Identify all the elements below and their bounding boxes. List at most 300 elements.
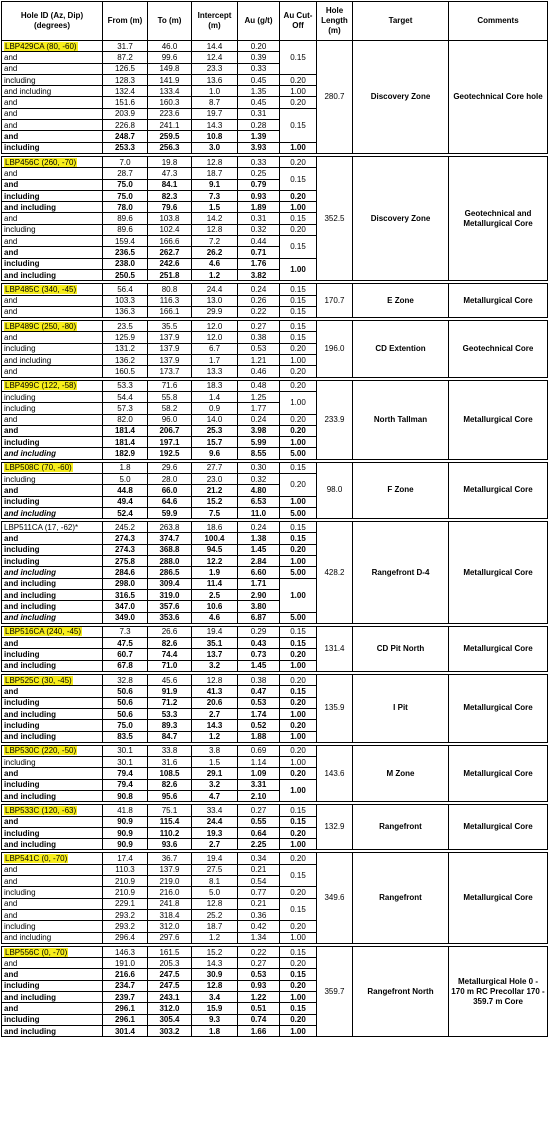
to-cell: 242.6 [148, 258, 192, 269]
hole-id: LBP530C (220, -50) [5, 746, 77, 756]
comments-cell: Metallurgical Core [449, 380, 548, 459]
from-cell: 301.4 [103, 1025, 148, 1036]
from-cell: 250.5 [103, 269, 148, 280]
intercept-cell: 2.5 [192, 589, 238, 600]
cutoff-cell: 0.15 [280, 638, 317, 649]
hole-id: LBP556C (0, -70) [5, 947, 68, 957]
intercept-cell: 1.0 [192, 86, 238, 97]
cutoff-cell: 0.15 [280, 321, 317, 332]
from-cell: 44.8 [103, 485, 148, 496]
to-cell: 305.4 [148, 1014, 192, 1025]
to-cell: 243.1 [148, 992, 192, 1003]
au-cell: 2.84 [238, 556, 280, 567]
intercept-cell: 12.4 [192, 52, 238, 63]
interval-label-cell: and including [2, 708, 103, 719]
from-cell: 245.2 [103, 522, 148, 533]
hole-id-cell [2, 946, 103, 957]
intercept-cell: 29.1 [192, 768, 238, 779]
cutoff-cell: 0.20 [280, 190, 317, 201]
interval-label-cell: including [2, 720, 103, 731]
cutoff-cell: 0.15 [280, 108, 317, 142]
from-cell: 103.3 [103, 295, 148, 306]
from-cell: 52.4 [103, 507, 148, 518]
interval-label-cell: and [2, 425, 103, 436]
intercept-cell: 14.3 [192, 120, 238, 131]
hole-length-cell: 135.9 [317, 675, 353, 743]
to-cell: 263.8 [148, 522, 192, 533]
from-cell: 56.4 [103, 284, 148, 295]
from-cell: 31.7 [103, 41, 148, 52]
interval-label-cell: including [2, 887, 103, 898]
to-cell: 47.3 [148, 168, 192, 179]
hole-length-cell: 98.0 [317, 462, 353, 518]
to-cell: 82.6 [148, 638, 192, 649]
interval-label-cell: including [2, 224, 103, 235]
comments-cell: Geotechnical and Metallurgical Core [449, 156, 548, 280]
intercept-cell: 14.2 [192, 213, 238, 224]
intercept-cell: 3.2 [192, 660, 238, 671]
cutoff-cell: 0.15 [280, 864, 317, 887]
to-cell: 318.4 [148, 909, 192, 920]
from-cell: 90.9 [103, 839, 148, 850]
hole-id: LBP489C (250, -80) [5, 321, 77, 331]
from-cell: 41.8 [103, 805, 148, 816]
to-cell: 36.7 [148, 853, 192, 864]
hole-length-cell: 428.2 [317, 522, 353, 624]
interval-label-cell: and [2, 864, 103, 875]
au-cell: 0.31 [238, 213, 280, 224]
from-cell: 126.5 [103, 63, 148, 74]
cutoff-cell: 1.00 [280, 355, 317, 366]
interval-label-cell: including [2, 827, 103, 838]
interval-label-cell: and including [2, 507, 103, 518]
to-cell: 84.7 [148, 731, 192, 742]
hole-length-cell: 359.7 [317, 946, 353, 1036]
from-cell: 128.3 [103, 74, 148, 85]
interval-label-cell: including [2, 403, 103, 414]
from-cell: 236.5 [103, 247, 148, 258]
au-cell: 0.38 [238, 675, 280, 686]
interval-label-cell: including [2, 74, 103, 85]
hole-length-cell: 280.7 [317, 41, 353, 154]
au-cell: 0.33 [238, 63, 280, 74]
intercept-cell: 3.4 [192, 992, 238, 1003]
interval-label-cell: and including [2, 589, 103, 600]
to-cell: 79.6 [148, 202, 192, 213]
table-row [2, 41, 548, 52]
hole-id: LBP429CA (80, -60) [5, 41, 77, 51]
from-cell: 28.7 [103, 168, 148, 179]
interval-label-cell: and including [2, 932, 103, 943]
to-cell: 116.3 [148, 295, 192, 306]
intercept-cell: 3.8 [192, 745, 238, 756]
from-cell: 54.4 [103, 391, 148, 402]
to-cell: 84.1 [148, 179, 192, 190]
from-cell: 284.6 [103, 567, 148, 578]
au-cell: 1.34 [238, 932, 280, 943]
intercept-cell: 7.5 [192, 507, 238, 518]
au-cell: 2.25 [238, 839, 280, 850]
header-target: Target [353, 2, 449, 41]
au-cell: 1.77 [238, 403, 280, 414]
to-cell: 149.8 [148, 63, 192, 74]
interval-label-cell: including [2, 980, 103, 991]
from-cell: 160.5 [103, 366, 148, 377]
to-cell: 33.8 [148, 745, 192, 756]
au-cell: 0.46 [238, 366, 280, 377]
to-cell: 96.0 [148, 414, 192, 425]
interval-label-cell: and [2, 247, 103, 258]
intercept-cell: 1.2 [192, 269, 238, 280]
interval-label-cell: and including [2, 269, 103, 280]
interval-label-cell: including [2, 343, 103, 354]
from-cell: 253.3 [103, 142, 148, 153]
interval-label-cell: and [2, 686, 103, 697]
au-cell: 1.71 [238, 578, 280, 589]
au-cell: 0.22 [238, 946, 280, 957]
hole-id: LBP516CA (240, -45) [5, 627, 82, 637]
cutoff-cell: 5.00 [280, 612, 317, 623]
to-cell: 95.6 [148, 791, 192, 802]
from-cell: 274.3 [103, 544, 148, 555]
from-cell: 7.0 [103, 156, 148, 167]
cutoff-cell: 0.20 [280, 958, 317, 969]
intercept-cell: 4.6 [192, 612, 238, 623]
comments-cell: Metallurgical Core [449, 853, 548, 943]
hole-id-cell [2, 805, 103, 816]
intercept-cell: 30.9 [192, 969, 238, 980]
interval-label-cell: and including [2, 839, 103, 850]
au-cell: 1.74 [238, 708, 280, 719]
au-cell: 0.52 [238, 720, 280, 731]
intercept-cell: 4.7 [192, 791, 238, 802]
au-cell: 6.53 [238, 496, 280, 507]
interval-label-cell: and including [2, 731, 103, 742]
table-row [2, 156, 548, 167]
hole-id: LBP499C (122, -58) [5, 381, 77, 391]
from-cell: 298.0 [103, 578, 148, 589]
to-cell: 205.3 [148, 958, 192, 969]
to-cell: 223.6 [148, 108, 192, 119]
table-row [2, 745, 548, 756]
au-cell: 0.43 [238, 638, 280, 649]
interval-label-cell: and including [2, 86, 103, 97]
interval-label-cell: and [2, 168, 103, 179]
to-cell: 297.6 [148, 932, 192, 943]
au-cell: 0.28 [238, 120, 280, 131]
interval-label-cell: and including [2, 1025, 103, 1036]
cutoff-cell: 0.20 [280, 473, 317, 496]
target-cell: Rangefront North [353, 946, 449, 1036]
header-hole-length: Hole Length (m) [317, 2, 353, 41]
cutoff-cell: 5.00 [280, 448, 317, 459]
cutoff-cell: 0.20 [280, 1014, 317, 1025]
table-row [2, 321, 548, 332]
cutoff-cell: 0.20 [280, 544, 317, 555]
interval-label-cell: and [2, 533, 103, 544]
interval-label-cell: and [2, 414, 103, 425]
intercept-cell: 12.2 [192, 556, 238, 567]
hole-length-cell: 143.6 [317, 745, 353, 801]
au-cell: 0.54 [238, 876, 280, 887]
to-cell: 319.0 [148, 589, 192, 600]
cutoff-cell: 0.15 [280, 946, 317, 957]
au-cell: 0.30 [238, 462, 280, 473]
interval-label-cell: including [2, 190, 103, 201]
to-cell: 93.6 [148, 839, 192, 850]
cutoff-cell: 0.20 [280, 649, 317, 660]
au-cell: 0.22 [238, 306, 280, 317]
au-cell: 0.24 [238, 284, 280, 295]
intercept-cell: 7.3 [192, 190, 238, 201]
from-cell: 7.3 [103, 626, 148, 637]
cutoff-cell: 0.15 [280, 686, 317, 697]
to-cell: 66.0 [148, 485, 192, 496]
from-cell: 57.3 [103, 403, 148, 414]
to-cell: 206.7 [148, 425, 192, 436]
intercept-cell: 9.3 [192, 1014, 238, 1025]
to-cell: 309.4 [148, 578, 192, 589]
comments-cell: Metallurgical Core [449, 462, 548, 518]
au-cell: 0.27 [238, 805, 280, 816]
cutoff-cell: 0.20 [280, 697, 317, 708]
cutoff-cell: 0.20 [280, 425, 317, 436]
to-cell: 80.8 [148, 284, 192, 295]
cutoff-cell: 0.20 [280, 853, 317, 864]
intercept-cell: 94.5 [192, 544, 238, 555]
interval-label-cell: and [2, 969, 103, 980]
intercept-cell: 23.0 [192, 473, 238, 484]
intercept-cell: 6.7 [192, 343, 238, 354]
cutoff-cell: 0.15 [280, 816, 317, 827]
from-cell: 226.8 [103, 120, 148, 131]
intercept-cell: 10.8 [192, 131, 238, 142]
cutoff-cell: 1.00 [280, 779, 317, 802]
hole-id-cell [2, 321, 103, 332]
au-cell: 0.21 [238, 864, 280, 875]
hole-length-cell: 131.4 [317, 626, 353, 671]
intercept-cell: 10.6 [192, 601, 238, 612]
to-cell: 71.6 [148, 380, 192, 391]
intercept-cell: 18.6 [192, 522, 238, 533]
au-cell: 0.38 [238, 332, 280, 343]
au-cell: 1.76 [238, 258, 280, 269]
interval-label-cell: and [2, 332, 103, 343]
header-cutoff: Au Cut-Off [280, 2, 317, 41]
intercept-cell: 19.4 [192, 853, 238, 864]
cutoff-cell: 1.00 [280, 86, 317, 97]
to-cell: 137.9 [148, 332, 192, 343]
intercept-cell: 11.4 [192, 578, 238, 589]
to-cell: 45.6 [148, 675, 192, 686]
cutoff-cell: 0.15 [280, 462, 317, 473]
au-cell: 6.87 [238, 612, 280, 623]
from-cell: 75.0 [103, 720, 148, 731]
interval-label-cell: and [2, 295, 103, 306]
au-cell: 1.22 [238, 992, 280, 1003]
au-cell: 0.26 [238, 295, 280, 306]
to-cell: 103.8 [148, 213, 192, 224]
hole-id-cell [2, 462, 103, 473]
from-cell: 50.6 [103, 708, 148, 719]
interval-label-cell: including [2, 391, 103, 402]
hole-id: LBP508C (70, -60) [5, 463, 72, 473]
interval-label-cell: including [2, 697, 103, 708]
intercept-cell: 13.3 [192, 366, 238, 377]
interval-label-cell: and [2, 366, 103, 377]
cutoff-cell: 0.20 [280, 366, 317, 377]
from-cell: 49.4 [103, 496, 148, 507]
from-cell: 89.6 [103, 213, 148, 224]
intercept-cell: 9.1 [192, 179, 238, 190]
table-body [2, 41, 548, 1037]
interval-label-cell: and [2, 638, 103, 649]
from-cell: 210.9 [103, 887, 148, 898]
interval-label-cell: including [2, 649, 103, 660]
cutoff-cell: 0.15 [280, 295, 317, 306]
intercept-cell: 27.5 [192, 864, 238, 875]
cutoff-cell: 0.15 [280, 1003, 317, 1014]
intercept-cell: 1.5 [192, 757, 238, 768]
interval-label-cell: and [2, 958, 103, 969]
to-cell: 259.5 [148, 131, 192, 142]
hole-id-cell [2, 522, 103, 533]
header-row [2, 2, 548, 41]
intercept-cell: 14.4 [192, 41, 238, 52]
intercept-cell: 14.0 [192, 414, 238, 425]
from-cell: 203.9 [103, 108, 148, 119]
target-cell: CD Pit North [353, 626, 449, 671]
table-row [2, 522, 548, 533]
interval-label-cell: and [2, 97, 103, 108]
comments-cell: Metallurgical Core [449, 522, 548, 624]
au-cell: 2.90 [238, 589, 280, 600]
au-cell: 0.44 [238, 236, 280, 247]
to-cell: 357.6 [148, 601, 192, 612]
hole-id-cell [2, 675, 103, 686]
cutoff-cell: 1.00 [280, 202, 317, 213]
to-cell: 137.9 [148, 343, 192, 354]
au-cell: 0.51 [238, 1003, 280, 1014]
au-cell: 0.42 [238, 921, 280, 932]
to-cell: 160.3 [148, 97, 192, 108]
intercept-cell: 4.6 [192, 258, 238, 269]
cutoff-cell: 0.15 [280, 969, 317, 980]
from-cell: 293.2 [103, 921, 148, 932]
interval-label-cell: and [2, 898, 103, 909]
interval-label-cell: and [2, 213, 103, 224]
from-cell: 216.6 [103, 969, 148, 980]
header-from: From (m) [103, 2, 148, 41]
au-cell: 0.69 [238, 745, 280, 756]
to-cell: 91.9 [148, 686, 192, 697]
comments-cell: Metallurgical Core [449, 805, 548, 850]
au-cell: 3.31 [238, 779, 280, 790]
from-cell: 125.9 [103, 332, 148, 343]
interval-label-cell: including [2, 473, 103, 484]
au-cell: 5.99 [238, 437, 280, 448]
cutoff-cell: 1.00 [280, 932, 317, 943]
to-cell: 166.1 [148, 306, 192, 317]
target-cell: Discovery Zone [353, 41, 449, 154]
intercept-cell: 18.7 [192, 921, 238, 932]
from-cell: 239.7 [103, 992, 148, 1003]
header-comments: Comments [449, 2, 548, 41]
comments-cell: Geotechnical Core hole [449, 41, 548, 154]
cutoff-cell: 0.15 [280, 284, 317, 295]
to-cell: 288.0 [148, 556, 192, 567]
from-cell: 53.3 [103, 380, 148, 391]
from-cell: 293.2 [103, 909, 148, 920]
cutoff-cell: 0.15 [280, 168, 317, 191]
interval-label-cell: including [2, 1014, 103, 1025]
to-cell: 197.1 [148, 437, 192, 448]
cutoff-cell: 1.00 [280, 839, 317, 850]
to-cell: 28.0 [148, 473, 192, 484]
cutoff-cell: 1.00 [280, 578, 317, 612]
au-cell: 0.32 [238, 473, 280, 484]
from-cell: 75.0 [103, 190, 148, 201]
intercept-cell: 3.0 [192, 142, 238, 153]
hole-id-cell [2, 156, 103, 167]
au-cell: 1.89 [238, 202, 280, 213]
comments-cell: Metallurgical Core [449, 284, 548, 318]
from-cell: 90.8 [103, 791, 148, 802]
intercept-cell: 18.7 [192, 168, 238, 179]
hole-id: LBP485C (340, -45) [5, 284, 77, 294]
to-cell: 82.6 [148, 779, 192, 790]
cutoff-cell: 0.20 [280, 887, 317, 898]
au-cell: 0.31 [238, 108, 280, 119]
hole-length-cell: 233.9 [317, 380, 353, 459]
from-cell: 316.5 [103, 589, 148, 600]
intercept-cell: 33.4 [192, 805, 238, 816]
cutoff-cell: 0.15 [280, 522, 317, 533]
target-cell: F Zone [353, 462, 449, 518]
from-cell: 274.3 [103, 533, 148, 544]
au-cell: 0.21 [238, 898, 280, 909]
to-cell: 110.2 [148, 827, 192, 838]
from-cell: 181.4 [103, 425, 148, 436]
au-cell: 0.27 [238, 321, 280, 332]
from-cell: 50.6 [103, 686, 148, 697]
to-cell: 141.9 [148, 74, 192, 85]
au-cell: 0.25 [238, 168, 280, 179]
interval-label-cell: and including [2, 202, 103, 213]
comments-cell: Metallurgical Core [449, 745, 548, 801]
cutoff-cell: 0.20 [280, 414, 317, 425]
from-cell: 87.2 [103, 52, 148, 63]
au-cell: 0.93 [238, 190, 280, 201]
to-cell: 303.2 [148, 1025, 192, 1036]
intercept-cell: 13.7 [192, 649, 238, 660]
intercept-cell: 24.4 [192, 816, 238, 827]
interval-label-cell: and [2, 485, 103, 496]
intercept-cell: 7.2 [192, 236, 238, 247]
interval-label-cell: and including [2, 791, 103, 802]
intercept-cell: 14.3 [192, 958, 238, 969]
hole-id-cell [2, 380, 103, 391]
to-cell: 102.4 [148, 224, 192, 235]
interval-label-cell: and including [2, 612, 103, 623]
intercept-cell: 12.8 [192, 224, 238, 235]
au-cell: 0.36 [238, 909, 280, 920]
interval-label-cell: and [2, 108, 103, 119]
to-cell: 192.5 [148, 448, 192, 459]
from-cell: 30.1 [103, 745, 148, 756]
cutoff-cell: 0.20 [280, 156, 317, 167]
hole-id: LBP533C (120, -63) [5, 805, 77, 815]
